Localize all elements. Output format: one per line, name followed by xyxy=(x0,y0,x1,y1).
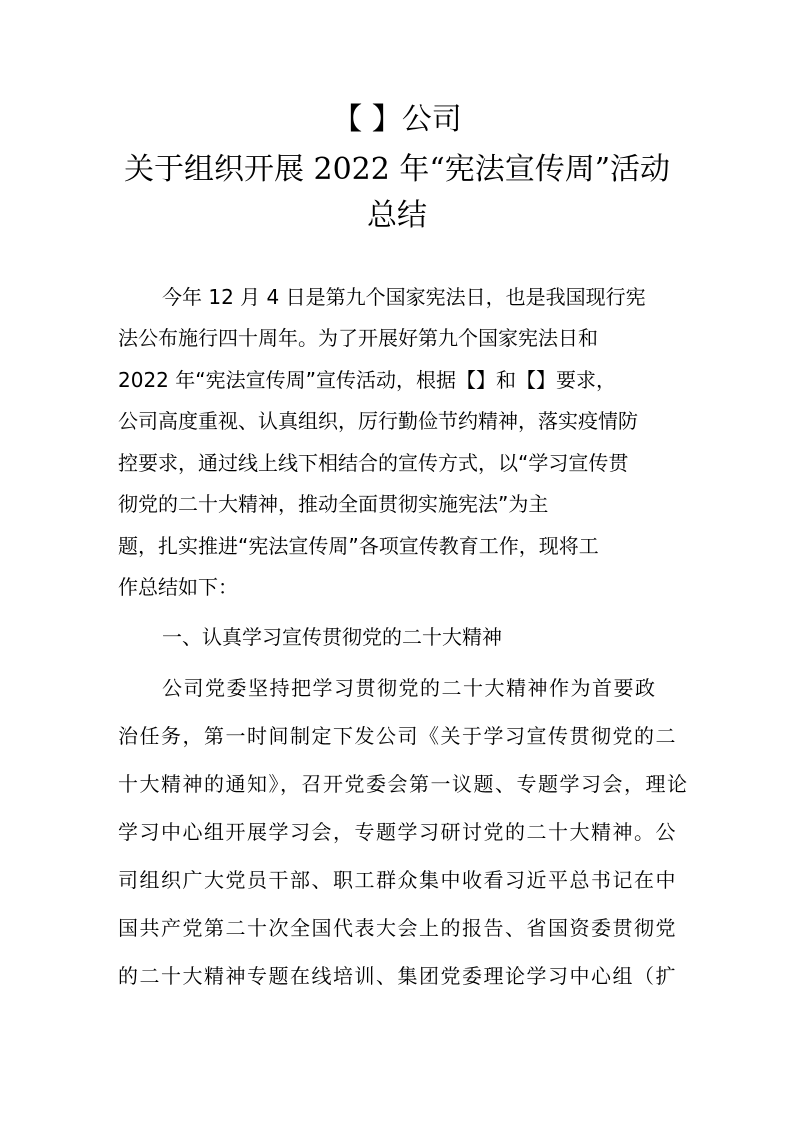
body-line: 治任务，第一时间制定下发公司《关于学习宣传贯彻党的二 xyxy=(118,724,677,748)
body-line: 国共产党第二十次全国代表大会上的报告、省国资委贯彻党 xyxy=(118,916,677,940)
body-line: 法公布施行四十周年。为了开展好第九个国家宪法日和 xyxy=(118,326,598,350)
body-line: 司组织广大党员干部、职工群众集中收看习近平总书记在中 xyxy=(118,868,677,892)
title-summary: 总结 xyxy=(367,198,427,233)
body-line: 题，扎实推进“宪法宣传周”各项宣传教育工作，现将工 xyxy=(118,534,599,558)
body-line: 学习中心组开展学习会，专题学习研讨党的二十大精神。公 xyxy=(118,820,677,844)
title-main: 关于组织开展 2022 年“宪法宣传周”活动 xyxy=(123,152,671,187)
body-line: 公司高度重视、认真组织，厉行勤俭节约精神，落实疫情防 xyxy=(118,409,638,433)
body-line: 控要求，通过线上线下相结合的宣传方式，以“学习宣传贯 xyxy=(118,451,629,475)
body-line: 公司党委坚持把学习贯彻党的二十大精神作为首要政 xyxy=(162,676,657,700)
body-line: 今年 12 月 4 日是第九个国家宪法日，也是我国现行宪 xyxy=(162,285,646,309)
body-line: 的二十大精神专题在线培训、集团党委理论学习中心组（扩 xyxy=(118,964,677,988)
body-line: 2022 年“宪法宣传周”宣传活动，根据【】和【】要求， xyxy=(118,368,616,392)
title-company: 【 】公司 xyxy=(332,102,462,137)
body-line: 十大精神的通知》，召开党委会第一议题、专题学习会，理论 xyxy=(118,772,689,796)
body-line: 彻党的二十大精神，推动全面贯彻实施宪法”为主 xyxy=(118,492,549,516)
section-heading: 一、认真学习宣传贯彻党的二十大精神 xyxy=(162,625,502,649)
body-line: 作总结如下： xyxy=(118,575,238,599)
